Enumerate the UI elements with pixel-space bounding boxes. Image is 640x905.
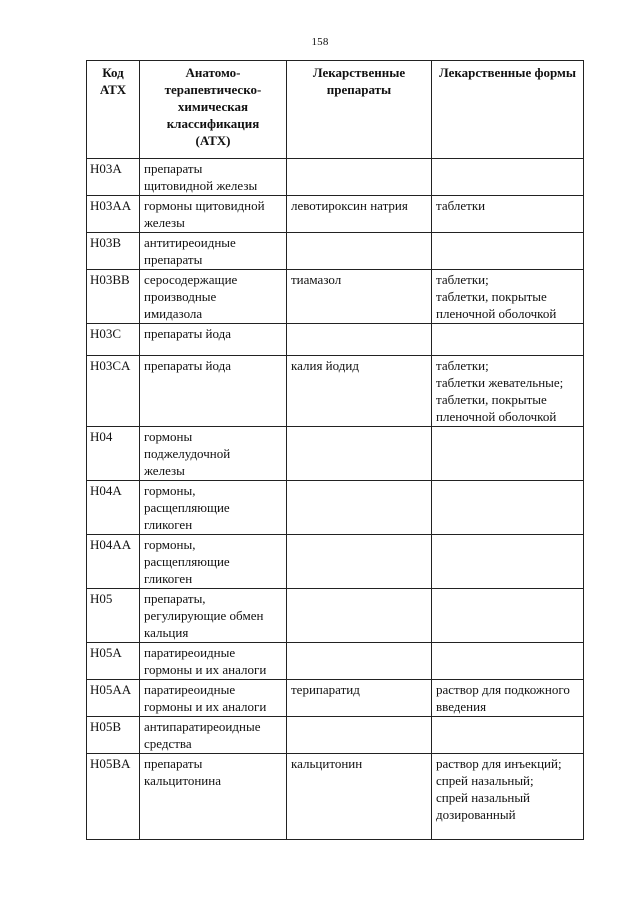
header-forms: Лекарственные формы (432, 61, 584, 159)
cell-code: H04AA (87, 535, 140, 589)
cell-classification: препараты йода (140, 324, 287, 356)
cell-forms: таблетки (432, 196, 584, 233)
cell-forms (432, 427, 584, 481)
table-row (87, 680, 584, 717)
table-row (87, 196, 584, 233)
cell-forms (432, 717, 584, 754)
cell-code: H05B (87, 717, 140, 754)
cell-classification: препараты щитовидной железы (140, 159, 287, 196)
cell-classification: гормоны щитовидной железы (140, 196, 287, 233)
atc-table (86, 60, 584, 840)
cell-classification: антипаратиреоидные средства (140, 717, 287, 754)
page-number: 158 (311, 36, 329, 48)
cell-classification: антитиреоидные препараты (140, 233, 287, 270)
cell-classification: гормоны, расщепляющие гликоген (140, 535, 287, 589)
cell-code: H05AA (87, 680, 140, 717)
header-classification: Анатомо- терапевтическо- химическая классификация (АТХ) (140, 61, 287, 159)
cell-classification: паратиреоидные гормоны и их аналоги (140, 680, 287, 717)
cell-code: H03CA (87, 356, 140, 427)
table-row (87, 159, 584, 196)
cell-classification: паратиреоидные гормоны и их аналоги (140, 643, 287, 680)
cell-drug: кальцитонин (287, 754, 432, 840)
header-code: Код АТХ (87, 61, 140, 159)
cell-code: H05A (87, 643, 140, 680)
table-header (87, 61, 584, 159)
table-row (87, 233, 584, 270)
cell-classification: препараты, регулирующие обмен кальция (140, 589, 287, 643)
table-row (87, 324, 584, 356)
cell-code: H04A (87, 481, 140, 535)
cell-forms (432, 481, 584, 535)
table-row (87, 270, 584, 324)
cell-code: H04 (87, 427, 140, 481)
cell-forms: раствор для инъекций; спрей назальный; спрей назальный дозированный (432, 754, 584, 840)
cell-forms: таблетки; таблетки, покрытые пленочной оболочкой (432, 270, 584, 324)
cell-code: H03BB (87, 270, 140, 324)
table-row (87, 589, 584, 643)
cell-drug: левотироксин натрия (287, 196, 432, 233)
cell-code: H05 (87, 589, 140, 643)
cell-code: H03B (87, 233, 140, 270)
cell-forms: таблетки; таблетки жевательные; таблетки, покрытые пленочной оболочкой (432, 356, 584, 427)
cell-drug (287, 717, 432, 754)
cell-classification: гормоны, расщепляющие гликоген (140, 481, 287, 535)
cell-code: H03C (87, 324, 140, 356)
cell-drug (287, 481, 432, 535)
cell-classification: препараты кальцитонина (140, 754, 287, 840)
cell-drug (287, 159, 432, 196)
cell-drug: калия йодид (287, 356, 432, 427)
cell-code: H03A (87, 159, 140, 196)
cell-forms (432, 535, 584, 589)
header-drugs: Лекарственные препараты (287, 61, 432, 159)
table-row (87, 481, 584, 535)
table-row (87, 717, 584, 754)
table-row (87, 643, 584, 680)
cell-code: H03AA (87, 196, 140, 233)
cell-drug: терипаратид (287, 680, 432, 717)
table-body (87, 159, 584, 840)
cell-code: H05BA (87, 754, 140, 840)
cell-forms (432, 589, 584, 643)
cell-forms (432, 324, 584, 356)
table-row (87, 356, 584, 427)
cell-drug (287, 324, 432, 356)
cell-drug (287, 589, 432, 643)
cell-drug: тиамазол (287, 270, 432, 324)
cell-drug (287, 427, 432, 481)
cell-drug (287, 535, 432, 589)
header-row (87, 61, 584, 159)
cell-forms (432, 159, 584, 196)
cell-forms (432, 233, 584, 270)
table-row (87, 427, 584, 481)
cell-drug (287, 643, 432, 680)
table-row (87, 754, 584, 840)
cell-drug (287, 233, 432, 270)
cell-classification: препараты йода (140, 356, 287, 427)
cell-classification: гормоны поджелудочной железы (140, 427, 287, 481)
cell-forms (432, 643, 584, 680)
cell-forms: раствор для подкожного введения (432, 680, 584, 717)
cell-classification: серосодержащие производные имидазола (140, 270, 287, 324)
table-row (87, 535, 584, 589)
